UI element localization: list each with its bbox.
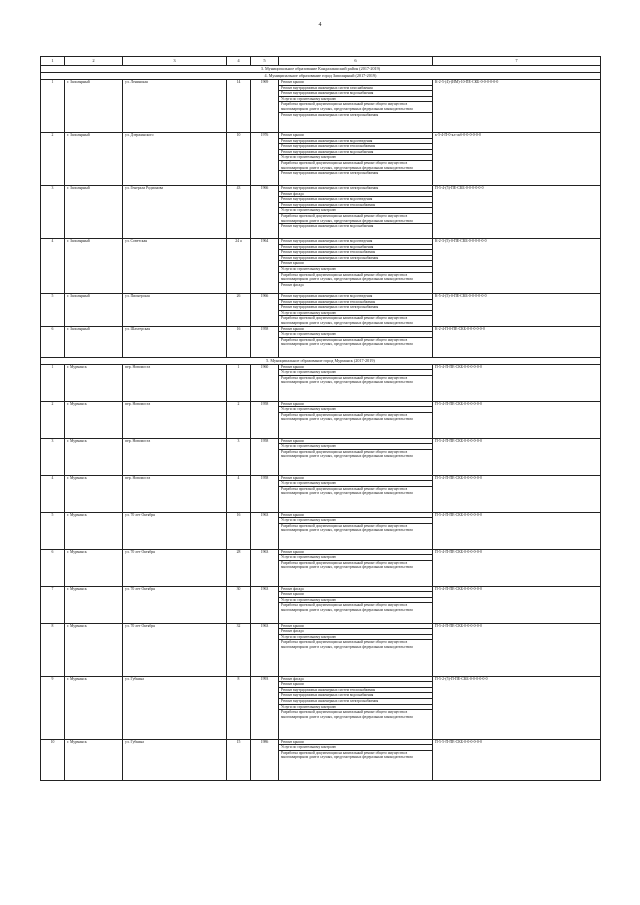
work-item: Услуги по строительному контролю xyxy=(279,597,432,603)
works-cell xyxy=(279,133,433,186)
work-item: Ремонт крыши xyxy=(279,80,432,85)
city-cell: г. Мурманск xyxy=(65,364,123,401)
city-cell: г. Мурманск xyxy=(65,549,123,586)
city-cell: г. Мурманск xyxy=(65,623,123,676)
work-item: Ремонт внутридомовых инженерных систем электроснабжения xyxy=(279,186,432,191)
build-year-cell: 1964 xyxy=(251,239,279,294)
row-number: 6 xyxy=(41,549,65,586)
section-title-row xyxy=(41,66,601,73)
work-item: Услуги по строительному контролю xyxy=(279,634,432,640)
house-number-cell: 4 xyxy=(227,475,251,512)
house-number-cell: 15 xyxy=(227,739,251,780)
row-number: 6 xyxy=(41,326,65,357)
section-title: 4. Муниципальное образование город Заполярный (2017-2019) xyxy=(41,73,601,80)
work-code-cell: П-5-4-(5)-ПЕ-СКБ-0-0-0-0-0-0 xyxy=(433,186,601,239)
build-year-cell: 1958 xyxy=(251,475,279,512)
table-row xyxy=(41,438,601,475)
work-item: Разработка проектной документации на капитальный ремонт общего имущества в многоквартирном доме в случаях, предусмотренных федеральным законодательством xyxy=(281,603,413,612)
work-code-cell: К-2-5-(4)-(ИМ)-10-ПЕ-СКБ-0-0-0-0-0-0 xyxy=(433,80,601,133)
build-year-cell: 1963 xyxy=(251,623,279,676)
street-cell: пер. Новомоста xyxy=(123,475,227,512)
street-cell: ул. Генерала Родионова xyxy=(123,186,227,239)
work-item: Ремонт крыши xyxy=(279,550,432,555)
section-title: 3. Муниципальное образование Кандалакшский район (2017-2019) xyxy=(41,66,601,73)
build-year-cell: 1993 xyxy=(251,676,279,739)
work-item: Ремонт фасада xyxy=(281,282,304,287)
work-item: Разработка проектной документации на капитальный ремонт общего имущества в многоквартирном доме в случаях, предусмотренных федеральным законодательством xyxy=(281,449,413,459)
street-cell: пер. Новомоста xyxy=(123,401,227,438)
works-cell xyxy=(279,549,433,586)
work-item: Разработка проектной документации на капитальный ремонт общего имущества в многоквартирном доме в случаях, предусмотренных федеральным законодательством xyxy=(281,337,413,347)
column-number-7: 7 xyxy=(433,57,601,66)
street-cell: ул. Шахтерская xyxy=(123,326,227,357)
work-item: Ремонт внутридомовых инженерных систем теплоснабжения xyxy=(279,202,432,208)
work-item: Ремонт фасада xyxy=(279,191,432,197)
work-item: Ремонт внутридомовых инженерных систем водоснабжения xyxy=(279,244,432,250)
section-title-row xyxy=(41,357,601,364)
column-number-3: 3 xyxy=(123,57,227,66)
table-row xyxy=(41,364,601,401)
work-code-cell: П-5-2-(5)-П-ПЕ-СКБ-0-0-0-0-0-0 xyxy=(433,676,601,739)
build-year-cell: 1966 xyxy=(251,186,279,239)
work-item: Ремонт крыши xyxy=(279,365,432,370)
house-number-cell: 2 xyxy=(227,401,251,438)
build-year-cell: 1963 xyxy=(251,586,279,623)
house-number-cell: 24 а xyxy=(227,239,251,294)
street-cell: пер. Новомоста xyxy=(123,364,227,401)
street-cell: ул. Дзержинского xyxy=(123,133,227,186)
table-row xyxy=(41,739,601,780)
build-year-cell: 1986 xyxy=(251,739,279,780)
house-number-cell: 3 xyxy=(227,438,251,475)
city-cell: г. Мурманск xyxy=(65,676,123,739)
row-number: 3 xyxy=(41,438,65,475)
work-item: Ремонт крыши xyxy=(279,402,432,407)
street-cell: ул. 70 лет Октября xyxy=(123,586,227,623)
work-code-cell: П-5-4-П-ПЕ-СКБ-0-0-0-0-0-0 xyxy=(433,475,601,512)
house-number-cell: 43 xyxy=(227,186,251,239)
table-row xyxy=(41,186,601,239)
city-cell: г. Мурманск xyxy=(65,586,123,623)
house-number-cell: 1 xyxy=(227,364,251,401)
city-cell: г. Заполярный xyxy=(65,239,123,294)
street-cell: ул. Советская xyxy=(123,239,227,294)
works-cell xyxy=(279,739,433,780)
column-number-4: 4 xyxy=(227,57,251,66)
house-number-cell: 16 xyxy=(227,512,251,549)
work-code-cell: К-2-3-(5)-0-ПЕ-СКБ-0-0-0-0-0-0 xyxy=(433,239,601,294)
work-code-cell: П-5-4-П-ПЕ-СКБ-0-0-0-0-0-0 xyxy=(433,438,601,475)
works-cell xyxy=(279,401,433,438)
work-item: Ремонт внутридомовых инженерных систем теплоснабжения xyxy=(279,144,432,150)
work-item: Ремонт внутридомовых инженерных систем газоснабжения xyxy=(279,85,432,91)
works-cell xyxy=(279,623,433,676)
work-item: Ремонт фасада xyxy=(279,629,432,635)
city-cell: г. Мурманск xyxy=(65,739,123,780)
work-item: Ремонт внутридомовых инженерных систем электроснабжения xyxy=(281,112,379,117)
table-row xyxy=(41,623,601,676)
capital-repair-table xyxy=(40,56,601,781)
work-item: Ремонт крыши xyxy=(279,133,432,138)
work-code-cell: К-5-4-(5)-0-ПЕ-СКБ-0-0-0-0-0-0 xyxy=(433,294,601,327)
work-item: Ремонт крыши xyxy=(279,327,432,332)
city-cell: г. Мурманск xyxy=(65,475,123,512)
work-item: Услуги по строительному контролю xyxy=(279,96,432,102)
works-cell xyxy=(279,475,433,512)
work-item: Ремонт внутридомовых инженерных систем водоотведения xyxy=(279,294,432,299)
table-row xyxy=(41,586,601,623)
work-item: Услуги по строительному контролю xyxy=(279,370,432,376)
build-year-cell: 1958 xyxy=(251,401,279,438)
work-item: Ремонт крыши xyxy=(279,476,432,481)
city-cell: г. Заполярный xyxy=(65,133,123,186)
city-cell: г. Заполярный xyxy=(65,80,123,133)
work-item: Услуги по строительному контролю xyxy=(279,407,432,413)
work-item: Разработка проектной документации на капитальный ремонт общего имущества в многоквартирном доме в случаях, предусмотренных федеральным законодательством xyxy=(281,375,413,385)
house-number-cell: 32 xyxy=(227,623,251,676)
work-code-cell: П-5-4-П-ПЕ-СКБ-0-0-0-0-0-0 xyxy=(433,364,601,401)
work-item: Услуги по строительному контролю xyxy=(279,310,432,316)
house-number-cell: 28 xyxy=(227,549,251,586)
table-row xyxy=(41,326,601,357)
build-year-cell: 1969 xyxy=(251,80,279,133)
work-item: Ремонт крыши xyxy=(279,740,432,745)
house-number-cell: 16 xyxy=(227,326,251,357)
work-item: Разработка проектной документации на капитальный ремонт общего имущества в многоквартирном доме в случаях, предусмотренных федеральным законодательством xyxy=(281,710,413,719)
work-item: Ремонт внутридомовых инженерных систем водоснабжения xyxy=(279,149,432,155)
work-item: Ремонт внутридомовых инженерных систем водоотведения xyxy=(279,239,432,244)
build-year-cell: 1966 xyxy=(251,294,279,327)
work-item: Ремонт внутридомовых инженерных систем водоснабжения xyxy=(281,224,374,229)
column-numbers-row xyxy=(41,57,601,66)
works-cell xyxy=(279,438,433,475)
street-cell: ул. Ленинская xyxy=(123,80,227,133)
work-item: Ремонт внутридомовых инженерных систем водоснабжения xyxy=(279,693,432,699)
row-number: 7 xyxy=(41,586,65,623)
work-item: Услуги по строительному контролю xyxy=(279,155,432,161)
build-year-cell: 1958 xyxy=(251,326,279,357)
work-code-cell: П-5-5-П-ПЕ-СКБ-0-0-0-0-0-0 xyxy=(433,739,601,780)
city-cell: г. Мурманск xyxy=(65,512,123,549)
work-item: Разработка проектной документации на капитальный ремонт общего имущества в многоквартирном доме в случаях, предусмотренных федеральным законодательством xyxy=(281,750,413,760)
work-item: Услуги по строительному контролю xyxy=(279,481,432,487)
work-item: Ремонт внутридомовых инженерных систем водоснабжения xyxy=(279,91,432,97)
column-number-1: 1 xyxy=(41,57,65,66)
city-cell: г. Заполярный xyxy=(65,294,123,327)
work-item: Разработка проектной документации на капитальный ремонт общего имущества в многоквартирном доме в случаях, предусмотренных федеральным законодательством xyxy=(281,486,413,496)
street-cell: ул. Пионерская xyxy=(123,294,227,327)
work-item: Услуги по строительному контролю xyxy=(279,266,432,272)
works-cell xyxy=(279,512,433,549)
works-cell xyxy=(279,80,433,133)
work-item: Разработка проектной документации на капитальный ремонт общего имущества в многоквартирном доме в случаях, предусмотренных федеральным законодательством xyxy=(281,316,413,325)
works-cell xyxy=(279,294,433,327)
house-number-cell: 14 xyxy=(227,80,251,133)
build-year-cell: 1958 xyxy=(251,438,279,475)
work-item: Ремонт внутридомовых инженерных систем электроснабжения xyxy=(279,698,432,704)
city-cell: г. Заполярный xyxy=(65,186,123,239)
work-item: Разработка проектной документации на капитальный ремонт общего имущества в многоквартирном доме в случаях, предусмотренных федеральным законодательством xyxy=(281,523,413,533)
page-number: 4 xyxy=(318,22,322,28)
table-row xyxy=(41,475,601,512)
work-item: Услуги по строительному контролю xyxy=(279,444,432,450)
table-row xyxy=(41,549,601,586)
work-code-cell: П-5-4-П-ПЕ-СКБ-0-0-0-0-0-0 xyxy=(433,512,601,549)
work-code-cell: П-5-4-П-ПЕ-СКБ-0-0-0-0-0-0 xyxy=(433,401,601,438)
work-code-cell: П-5-4-П-ПЕ-СКБ-0-0-0-0-0-0 xyxy=(433,586,601,623)
row-number: 1 xyxy=(41,364,65,401)
row-number: 9 xyxy=(41,676,65,739)
work-item: Ремонт крыши xyxy=(279,261,432,267)
work-item: Ремонт крыши xyxy=(279,439,432,444)
city-cell: г. Заполярный xyxy=(65,326,123,357)
house-number-cell: 26 xyxy=(227,294,251,327)
work-item: Ремонт крыши xyxy=(279,624,432,629)
work-item: Ремонт внутридомовых инженерных систем электроснабжения xyxy=(279,255,432,261)
table-row xyxy=(41,294,601,327)
row-number: 10 xyxy=(41,739,65,780)
work-item: Разработка проектной документации на капитальный ремонт общего имущества в многоквартирном доме в случаях, предусмотренных федеральным законодательством xyxy=(281,412,413,422)
column-number-5: 5 xyxy=(251,57,279,66)
table-row xyxy=(41,401,601,438)
row-number: 5 xyxy=(41,512,65,549)
section-title: 5. Муниципальное образование город Мурманск (2017-2019) xyxy=(41,357,601,364)
work-code-cell: К-2-4-П-0-ПЕ-СКБ-0-0-0-0-0-0 xyxy=(433,326,601,357)
work-item: Ремонт крыши xyxy=(279,682,432,688)
column-number-6: 6 xyxy=(279,57,433,66)
work-item: Ремонт внутридомовых инженерных систем теплоснабжения xyxy=(279,687,432,693)
build-year-cell: 1960 xyxy=(251,364,279,401)
work-item: Услуги по строительному контролю xyxy=(279,704,432,710)
table-row xyxy=(41,80,601,133)
work-item: Услуги по строительному контролю xyxy=(279,518,432,524)
table-row xyxy=(41,133,601,186)
row-number: 5 xyxy=(41,294,65,327)
work-item: Услуги по строительному контролю xyxy=(279,208,432,214)
work-item: Ремонт внутридомовых инженерных систем электроснабжения xyxy=(281,171,379,176)
works-cell xyxy=(279,326,433,357)
work-item: Разработка проектной документации на капитальный ремонт общего имущества в многоквартирном доме в случаях, предусмотренных федеральным законодательством xyxy=(281,640,413,649)
house-number-cell: 10 xyxy=(227,133,251,186)
work-item: Ремонт внутридомовых инженерных систем электроснабжения xyxy=(279,305,432,311)
house-number-cell: 30 xyxy=(227,586,251,623)
street-cell: пер. Новомоста xyxy=(123,438,227,475)
street-cell: ул. Губкина xyxy=(123,676,227,739)
work-item: Ремонт внутридомовых инженерных систем водоотведения xyxy=(279,197,432,203)
row-number: 2 xyxy=(41,401,65,438)
work-item: Разработка проектной документации на капитальный ремонт общего имущества в многоквартирном доме в случаях, предусмотренных федеральным законодательством xyxy=(279,102,432,112)
row-number: 1 xyxy=(41,80,65,133)
work-item: Ремонт внутридомовых инженерных систем водоотведения xyxy=(279,138,432,144)
street-cell: ул. 70 лет Октября xyxy=(123,512,227,549)
work-item: Разработка проектной документации на капитальный ремонт общего имущества в многоквартирном доме в случаях, предусмотренных федеральным законодательством xyxy=(279,160,432,170)
work-item: Разработка проектной документации на капитальный ремонт общего имущества в многоквартирном доме в случаях, предусмотренных федеральным законодательством xyxy=(279,213,432,223)
work-item: Ремонт фасада xyxy=(279,587,432,592)
street-cell: ул. 70 лет Октября xyxy=(123,623,227,676)
row-number: 2 xyxy=(41,133,65,186)
work-item: Услуги по строительному контролю xyxy=(279,332,432,338)
works-cell xyxy=(279,364,433,401)
work-item: Ремонт фасада xyxy=(279,677,432,682)
table-row xyxy=(41,239,601,294)
work-item: Ремонт внутридомовых инженерных систем теплоснабжения xyxy=(279,250,432,256)
build-year-cell: 1976 xyxy=(251,133,279,186)
row-number: 4 xyxy=(41,239,65,294)
work-item: Услуги по строительному контролю xyxy=(279,555,432,561)
build-year-cell: 1963 xyxy=(251,549,279,586)
street-cell: ул. 70 лет Октября xyxy=(123,549,227,586)
row-number: 8 xyxy=(41,623,65,676)
work-code-cell: П-5-4-П-ПЕ-СКБ-0-0-0-0-0-0 xyxy=(433,623,601,676)
table-row xyxy=(41,512,601,549)
column-number-2: 2 xyxy=(65,57,123,66)
work-item: Ремонт внутридомовых инженерных систем теплоснабжения xyxy=(279,299,432,305)
row-number: 3 xyxy=(41,186,65,239)
table-row xyxy=(41,676,601,739)
city-cell: г. Мурманск xyxy=(65,401,123,438)
work-item: Услуги по строительному контролю xyxy=(279,745,432,751)
section-title-row xyxy=(41,73,601,80)
works-cell xyxy=(279,676,433,739)
city-cell: г. Мурманск xyxy=(65,438,123,475)
work-code-cell: к-5-4-П-0-кл-скб-0-0-0-0-0-0 xyxy=(433,133,601,186)
house-number-cell: 8 xyxy=(227,676,251,739)
row-number: 4 xyxy=(41,475,65,512)
work-item: Разработка проектной документации на капитальный ремонт общего имущества в многоквартирном доме в случаях, предусмотренных федеральным законодательством xyxy=(279,272,432,282)
work-item: Разработка проектной документации на капитальный ремонт общего имущества в многоквартирном доме в случаях, предусмотренных федеральным законодательством xyxy=(281,560,413,570)
build-year-cell: 1963 xyxy=(251,512,279,549)
street-cell: ул. Губкина xyxy=(123,739,227,780)
works-cell xyxy=(279,586,433,623)
works-cell xyxy=(279,186,433,239)
work-item: Ремонт крыши xyxy=(279,592,432,598)
work-code-cell: П-5-4-П-ПЕ-СКБ-0-0-0-0-0-0 xyxy=(433,549,601,586)
works-cell xyxy=(279,239,433,294)
work-item: Ремонт крыши xyxy=(279,513,432,518)
